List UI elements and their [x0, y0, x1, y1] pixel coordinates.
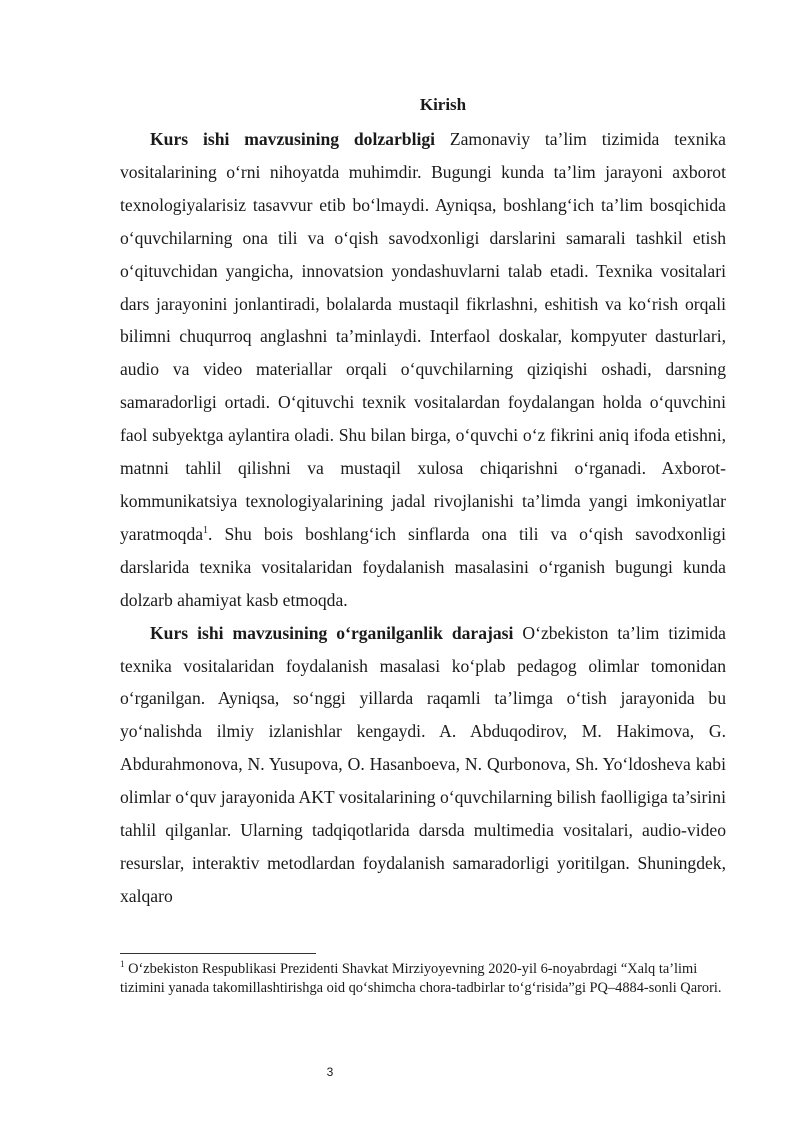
section-heading: Kirish	[419, 95, 467, 114]
paragraph-relevance	[120, 123, 726, 617]
paragraph-study-level	[120, 617, 726, 913]
footnote-text: O‘zbekiston Respublikasi Prezidenti Shavkat Mirziyoyevning 2020-yil 6-noyabrdagi “Xalq ta’limi tizimini yanada takomillashtirishga oid qo‘shimcha chora-tadbirlar to‘g‘risida”gi PQ–4884-sonli Qarori.	[120, 961, 722, 996]
footnote-reference[interactable]: 1	[203, 525, 209, 537]
paragraph-lead-relevance: Kurs ishi mavzusining dolzarbligi	[150, 129, 436, 149]
footnote	[120, 960, 726, 998]
paragraph-text: O‘zbekiston ta’lim tizimida texnika vositalaridan foydalanish masalasi ko‘plab pedagog olimlar tomonidan o‘rganilgan. Ayniqsa, so‘nggi yillarda raqamli ta’limga o‘tish jarayonida bu yo‘nalishda ilmiy izlanishlar kengaydi. A. Abduqodirov, M. Hakimova, G. Abdurahmonova, N. Yusupova, O. Hasanboeva, N. Qurbonova, Sh. Yo‘ldosheva kabi olimlar o‘quv jarayonida AKT vositalarining o‘quvchilarning bilish faolligiga ta’sirini tahlil qilganlar. Ularning tadqiqotlarida darsda multimedia vositalari, audio-video resurslar, interaktiv metodlardan foydalanish samaradorligi yoritilgan. Shuningdek, xalqaro	[120, 622, 726, 906]
footnote-marker: 1	[120, 959, 125, 970]
paragraph-text-continued: . Shu bois boshlang‘ich sinflarda ona tili va o‘qish savodxonligi darslarida texnika vositalaridan foydalanish masalasini o‘rganish bugungi kunda dolzarb ahamiyat kasb etmoqda.	[120, 523, 726, 610]
paragraph-lead-study-level: Kurs ishi mavzusining o‘rganilganlik darajasi	[150, 622, 514, 643]
paragraph-text: Zamonaviy ta’lim tizimida texnika vositalarining o‘rni nihoyatda muhimdir. Bugungi kunda ta’lim jarayoni axborot texnologiyalarisiz tasavvur etib bo‘lmaydi. Ayniqsa, boshlang‘ich ta’lim bosqichida o‘quvchilarning ona tili va o‘qish savodxonligi darslarini samarali tashkil etish o‘qituvchidan yangicha, innovatsion yondashuvlarni talab etadi. Texnika vositalari dars jarayonini jonlantiradi, bolalarda mustaqil fikrlashni, eshitish va ko‘rish orqali bilimni chuqurroq anglashni ta’minlaydi. Interfaol doskalar, kompyuter dasturlari, audio va video materiallar orqali o‘quvchilarning qiziqishi oshadi, darsning samaradorligi ortadi. O‘qituvchi texnik vositalardan foydalangan holda o‘quvchini faol subyektga aylantira oladi. Shu bilan birga, o‘quvchi o‘z fikrini aniq ifoda etishni, matnni tahlil qilishni va mustaqil xulosa chiqarishni o‘rganadi. Axborot-kommunikatsiya texnologiyalarining jadal rivojlanishi ta’limda yangi imkoniyatlar yaratmoqda	[120, 129, 726, 544]
document-body	[120, 90, 726, 913]
footnote-divider	[120, 953, 316, 954]
page-number: 3	[326, 1065, 334, 1079]
